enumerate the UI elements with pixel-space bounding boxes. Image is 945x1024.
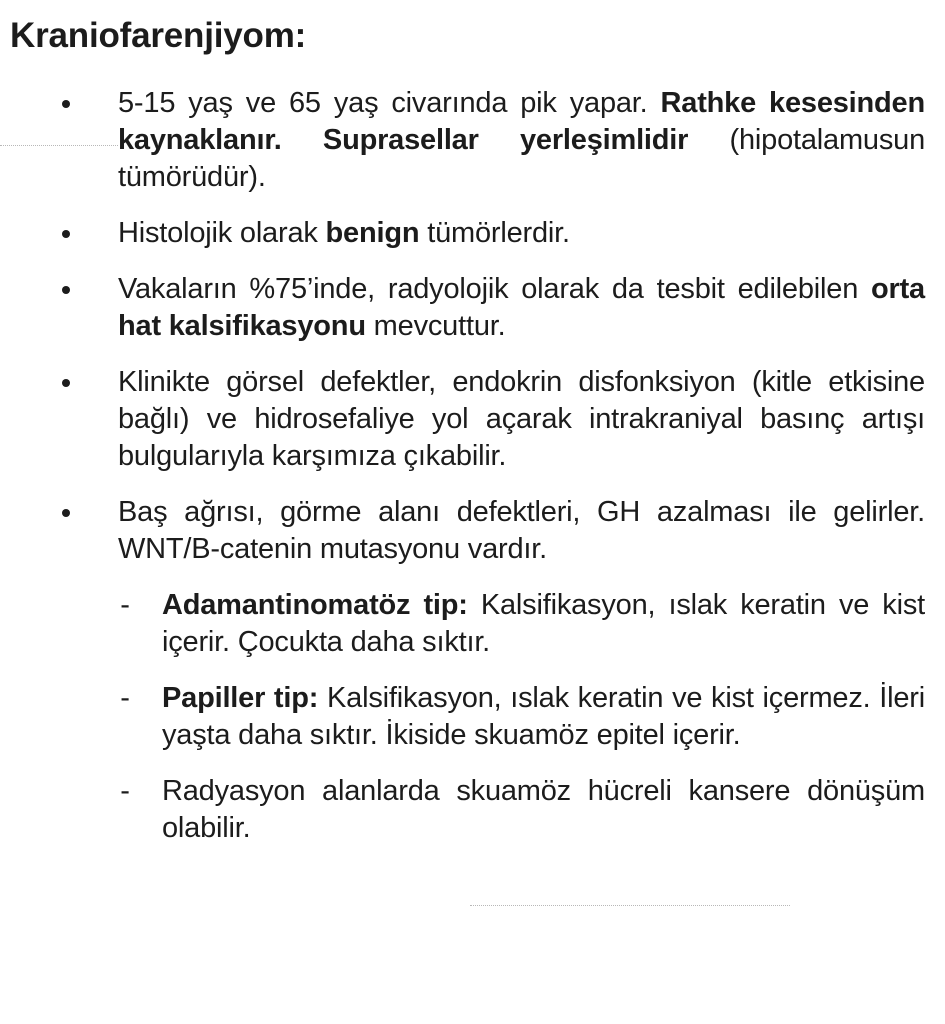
bold-segment: Rathke kesesinden kaynaklanır. Suprasellar yerleşimlidir (118, 87, 926, 156)
bullet-dot-icon (62, 100, 70, 108)
scan-artifact-line (470, 905, 790, 906)
text-segment: tümörlerdir. (419, 217, 570, 249)
bold-segment: benign (325, 217, 420, 249)
bullet-dot-icon (62, 509, 70, 517)
bold-segment: Adamantinomatöz tip: (162, 589, 468, 621)
bullet-text (118, 496, 925, 565)
dash-icon: - (120, 682, 130, 714)
bullet-item-symptoms (0, 494, 945, 847)
text-segment: Vakaların %75’inde, radyolojik olarak da tesbit edilebilen (118, 273, 871, 305)
text-segment: Klinikte görsel defektler, endokrin disfonksiyon (kitle etkisine bağlı) ve hidrosefaliye yol açarak intrakraniyal basınç artışı bulgularıyla karşımıza çıkabilir. (118, 366, 925, 472)
sub-item (0, 680, 945, 754)
bullet-dot-icon (62, 230, 70, 238)
text-segment: 5-15 yaş ve 65 yaş civarında pik yapar. (118, 87, 661, 119)
text-segment: Baş ağrısı, görme alanı defektleri, GH azalması ile gelirler. WNT/B-catenin mutasyonu vardır. (118, 496, 925, 565)
text-segment: Radyasyon alanlarda skuamöz hücreli kansere dönüşüm olabilir. (162, 775, 925, 844)
bullet-text (118, 217, 570, 249)
bullet-list (0, 85, 945, 866)
text-segment: mevcuttur. (365, 310, 506, 342)
bold-segment: Papiller tip: (162, 682, 319, 714)
bold-segment: orta hat kalsifikasyonu (118, 273, 925, 342)
bullet-text (118, 366, 925, 472)
text-segment: Histolojik olarak (118, 217, 326, 249)
text-segment: (hipotalamusun tümörüdür). (118, 124, 926, 193)
bullet-item-onset (0, 85, 945, 196)
sub-item (0, 587, 945, 661)
bullet-text (118, 87, 925, 193)
bullet-dot-icon (62, 379, 70, 387)
bullet-dot-icon (62, 286, 70, 294)
sub-item (0, 773, 945, 847)
bullet-item-clinic (0, 364, 945, 475)
sub-list (0, 587, 945, 847)
dash-icon: - (120, 775, 130, 807)
bullet-text (118, 273, 925, 342)
bullet-item-calcification (0, 271, 945, 345)
text-segment: Kalsifikasyon, ıslak keratin ve kist içermez. İleri yaşta daha sıktır. İkiside skuamöz epitel içerir. (162, 682, 925, 751)
dash-icon: - (120, 589, 130, 621)
section-title: Kraniofarenjiyom: (10, 16, 307, 55)
bullet-item-histology (0, 215, 945, 252)
text-segment: Kalsifikasyon, ıslak keratin ve kist içerir. Çocukta daha sıktır. (162, 589, 925, 658)
